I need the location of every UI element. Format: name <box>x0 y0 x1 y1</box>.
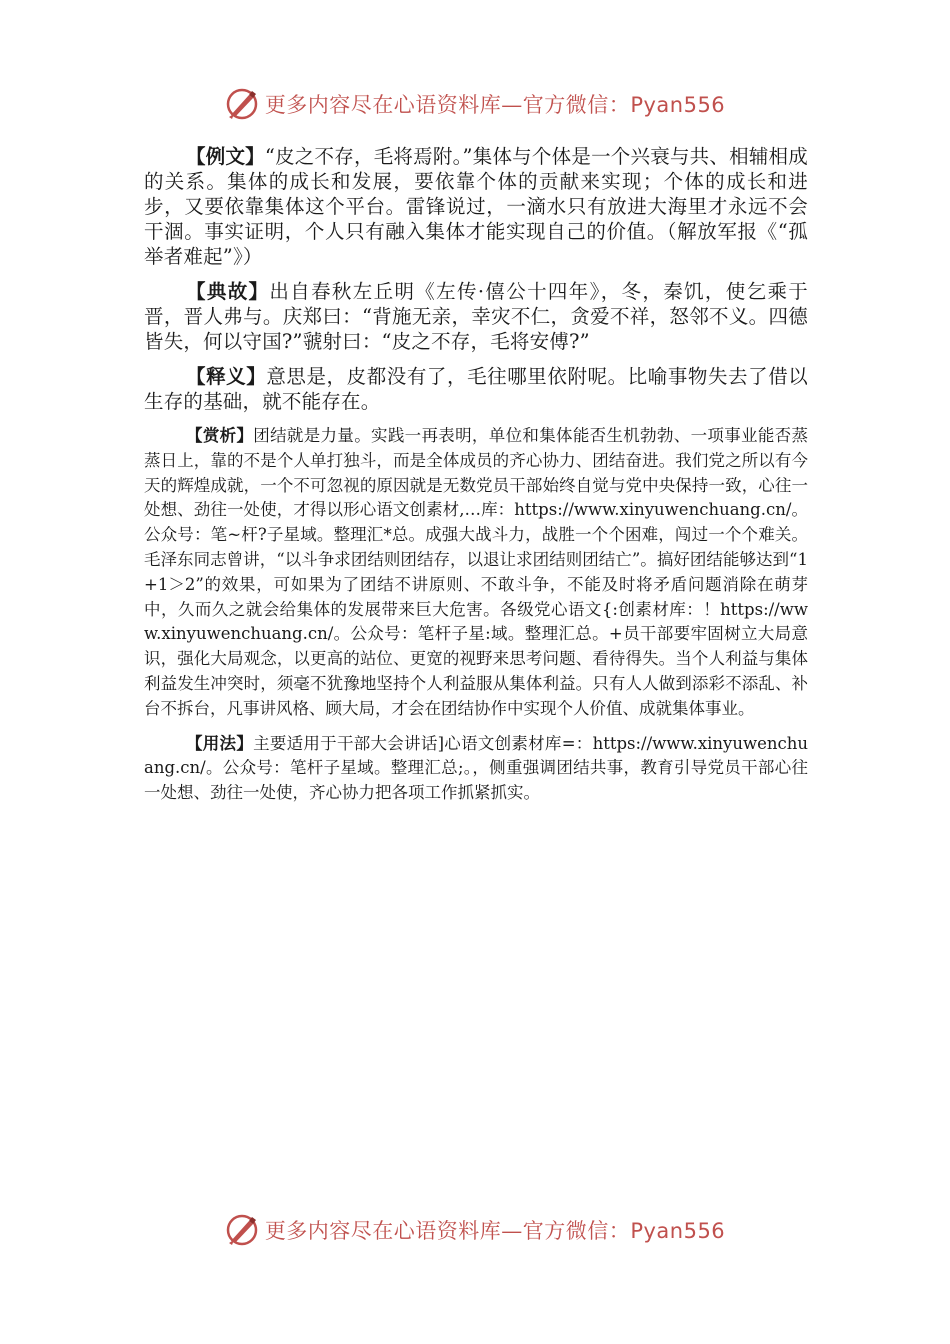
footer-banner <box>0 1208 950 1252</box>
text-usage: 主要适用于干部大会讲话]心语文创素材库=：https://www.xinyuwenchuang.cn/。公众号：笔杆子星域。整理汇总;。，侧重强调团结共事，教育引导党员干部心往一处想、劲往一处使，齐心协力把各项工作抓紧抓实。 <box>144 733 808 803</box>
document-body <box>144 144 808 816</box>
paragraph-example <box>144 144 808 269</box>
header-banner <box>0 82 950 126</box>
paragraph-usage <box>144 732 808 806</box>
pen-logo-icon <box>225 87 259 121</box>
banner-text: 更多内容尽在心语资料库—官方微信：Pyan556 <box>264 1219 726 1243</box>
tag-appreciation: 【赏析】 <box>186 426 254 445</box>
tag-usage: 【用法】 <box>186 733 254 753</box>
paragraph-meaning <box>144 364 808 414</box>
tag-allusion: 【典故】 <box>186 280 270 303</box>
text-example: “皮之不存，毛将焉附。”集体与个体是一个兴衰与共、相辅相成的关系。集体的成长和发展，要依靠个体的贡献来实现；个体的成长和进步，又要依靠集体这个平台。雷锋说过，一滴水只有放进大海里才永远不会干涸。事实证明，个人只有融入集体才能实现自己的价值。（解放军报《“孤举者难起”》） <box>144 145 808 268</box>
tag-example: 【例文】 <box>186 145 265 168</box>
text-allusion: 出自春秋左丘明《左传·僖公十四年》，冬，秦饥，使乞乘于晋，晋人弗与。庆郑曰：“背施无亲，幸灾不仁，贪爱不祥，怒邻不义。四德皆失，何以守国?”虢射曰：“皮之不存，毛将安傅?” <box>144 280 808 353</box>
paragraph-allusion <box>144 279 808 354</box>
banner-text: 更多内容尽在心语资料库—官方微信：Pyan556 <box>264 93 726 117</box>
text-meaning: 意思是，皮都没有了，毛往哪里依附呢。比喻事物失去了借以生存的基础，就不能存在。 <box>144 365 808 413</box>
text-appreciation: 团结就是力量。实践一再表明，单位和集体能否生机勃勃、一项事业能否蒸蒸日上，靠的不是个人单打独斗，而是全体成员的齐心协力、团结奋进。我们党之所以有今天的辉煌成就，一个不可忽视的原因就是无数党员干部始终自觉与党中央保持一致，心往一处想、劲往一处使，才得以形心语文创素材,…库：https://www.xinyuwenchuang.cn/。公众号：笔~杆?子星域。整理汇*总。成强大战斗力，战胜一个个困难，闯过一个个难关。毛泽东同志曾讲，“以斗争求团结则团结存，以退让求团结则团结亡”。搞好团结能够达到“1+1＞2”的效果，可如果为了团结不讲原则、不敢斗争，不能及时将矛盾问题消除在萌芽中，久而久之就会给集体的发展带来巨大危害。各级党心语文{:创素材库：！https://www.xinyuwenchuang.cn/。公众号：笔杆子星:域。整理汇总。+员干部要牢固树立大局意识，强化大局观念，以更高的站位、更宽的视野来思考问题、看待得失。当个人利益与集体利益发生冲突时，须毫不犹豫地坚持个人利益服从集体利益。只有人人做到添彩不添乱、补台不拆台，凡事讲风格、顾大局，才会在团结协作中实现个人价值、成就集体事业。 <box>144 426 809 718</box>
wechat-id: Pyan556 <box>630 1219 726 1243</box>
paragraph-appreciation <box>144 424 808 722</box>
wechat-id: Pyan556 <box>630 93 726 117</box>
pen-logo-icon <box>225 1213 259 1247</box>
tag-meaning: 【释义】 <box>186 365 267 388</box>
